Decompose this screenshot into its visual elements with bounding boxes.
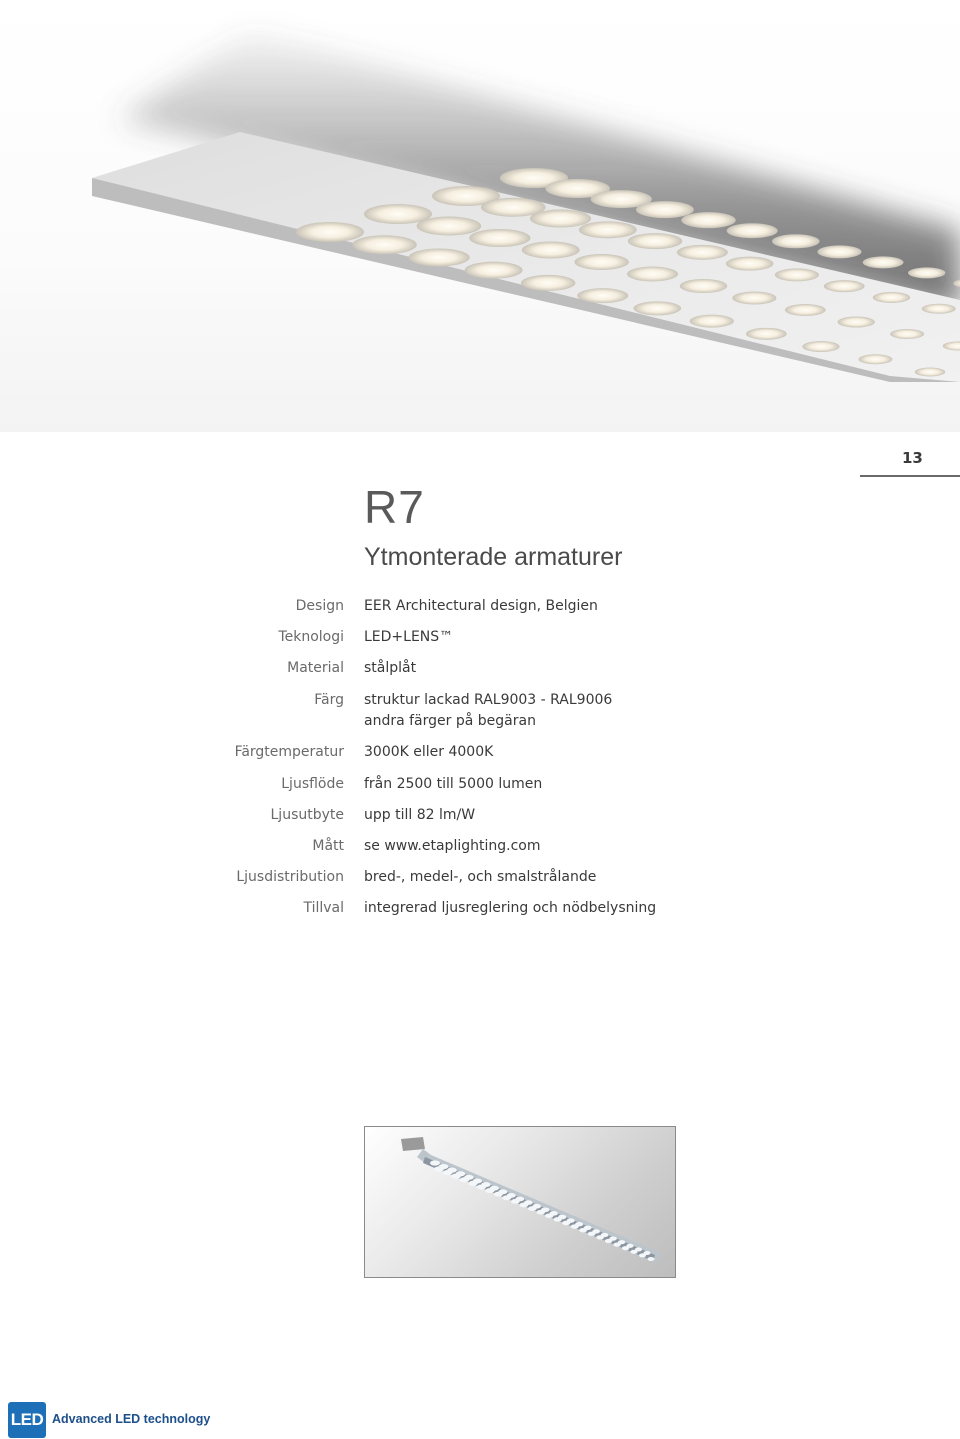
led-lens	[522, 242, 580, 259]
product-model: R7	[364, 481, 425, 533]
spec-value-line: LED+LENS™	[364, 629, 454, 645]
mini-led-lens	[588, 1232, 596, 1236]
led-lens	[858, 354, 892, 364]
spec-value	[364, 805, 924, 826]
mini-led-lens	[528, 1206, 537, 1211]
led-lens	[727, 223, 778, 238]
led-lens	[802, 341, 839, 352]
led-lens	[636, 201, 694, 218]
mini-led-lens	[630, 1250, 637, 1254]
led-lens	[530, 210, 591, 228]
installed-product-photo	[364, 1126, 676, 1278]
led-lens	[817, 245, 861, 258]
led-lens	[681, 212, 735, 228]
led-lens	[890, 329, 924, 339]
mini-led-lens	[648, 1257, 655, 1261]
spec-value	[364, 836, 924, 857]
led-lens	[469, 229, 530, 247]
led-lens	[521, 275, 575, 291]
mini-led-lens	[477, 1185, 486, 1190]
led-lens	[690, 315, 734, 328]
mini-led-lens	[519, 1203, 528, 1208]
led-lens	[465, 262, 523, 279]
mini-led-lens	[613, 1243, 620, 1247]
spec-value-line: struktur lackad RAL9003 - RAL9006	[364, 692, 613, 708]
mini-led-lens	[571, 1224, 579, 1228]
led-lens	[417, 217, 482, 236]
spec-value	[364, 898, 924, 919]
spec-value-line: stålplåt	[364, 660, 417, 676]
spec-label: Färgtemperatur	[234, 744, 344, 760]
mini-led-lens	[562, 1221, 570, 1225]
led-logo: LED	[8, 1402, 46, 1438]
led-lens	[627, 267, 678, 282]
mini-led-lens	[460, 1177, 470, 1182]
spec-label: Material	[287, 660, 344, 676]
led-lens	[837, 317, 874, 328]
led-lens	[577, 288, 628, 303]
hero-product-photo	[0, 0, 960, 432]
spec-value	[364, 742, 924, 763]
spec-label: Färg	[314, 692, 344, 708]
spec-label: Ljusflöde	[281, 776, 344, 792]
led-lens	[785, 304, 826, 316]
mini-led-lens	[451, 1174, 461, 1179]
mini-led-lens	[430, 1160, 440, 1165]
led-lens	[915, 368, 946, 377]
spec-label: Ljusdistribution	[236, 869, 344, 885]
led-lens	[732, 292, 776, 305]
spec-value-line: bred-, medel-, och smalstrålande	[364, 869, 597, 885]
spec-value-line: andra färger på begäran	[364, 713, 536, 729]
mini-led-lens	[622, 1246, 629, 1250]
spec-label: Design	[295, 598, 344, 614]
mini-led-lens	[579, 1228, 587, 1232]
mini-led-lens	[494, 1192, 503, 1197]
led-lens	[680, 279, 728, 293]
led-lens	[746, 328, 787, 340]
led-lens	[296, 222, 364, 242]
mini-led-lens	[468, 1181, 478, 1186]
led-lens	[726, 257, 774, 271]
mini-led-lens	[536, 1210, 545, 1215]
led-lens	[677, 245, 728, 260]
led-lens	[922, 304, 956, 314]
led-lens	[352, 235, 417, 254]
mini-led-lens	[511, 1199, 520, 1204]
led-lens	[775, 268, 819, 281]
spec-value-line: upp till 82 lm/W	[364, 807, 476, 823]
led-lens	[574, 254, 628, 270]
spec-value-line: integrerad ljusreglering och nödbelysning	[364, 900, 657, 916]
spec-value	[364, 690, 924, 732]
mini-led-lens	[545, 1214, 553, 1219]
page-number: 13	[860, 449, 960, 477]
installed-luminaire	[365, 1127, 675, 1277]
mini-led-lens	[554, 1217, 562, 1222]
spec-label: Tillval	[303, 900, 344, 916]
spec-label: Mått	[312, 838, 344, 854]
spec-label: Teknologi	[278, 629, 344, 645]
spec-value	[364, 658, 924, 679]
led-lens	[873, 292, 910, 303]
led-lens	[633, 301, 681, 315]
spec-value	[364, 867, 924, 888]
luminaire-photo	[0, 0, 960, 432]
led-lens	[863, 256, 904, 268]
mini-led-lens	[443, 1170, 453, 1175]
spec-label: Ljusutbyte	[270, 807, 344, 823]
footer-tagline: Advanced LED technology	[52, 1412, 211, 1426]
mini-led-lens	[502, 1195, 511, 1200]
mini-led-lens	[605, 1239, 613, 1243]
spec-value	[364, 774, 924, 795]
spec-value-line: EER Architectural design, Belgien	[364, 598, 598, 614]
mini-led-lens	[434, 1166, 444, 1171]
mini-led-lens	[596, 1235, 604, 1239]
spec-value-line: 3000K eller 4000K	[364, 744, 494, 760]
spec-value-line: från 2500 till 5000 lumen	[364, 776, 543, 792]
product-subtitle: Ytmonterade armaturer	[364, 543, 623, 571]
led-lens	[772, 234, 820, 248]
led-lens	[628, 233, 682, 249]
spec-value	[364, 596, 924, 617]
led-lens	[908, 267, 945, 278]
led-lens	[408, 248, 469, 266]
spec-value-line: se www.etaplighting.com	[364, 838, 541, 854]
spec-value	[364, 627, 924, 648]
mini-led-lens	[639, 1253, 646, 1257]
led-lens	[579, 221, 637, 238]
led-lens	[824, 280, 865, 292]
mini-led-lens	[485, 1188, 494, 1193]
